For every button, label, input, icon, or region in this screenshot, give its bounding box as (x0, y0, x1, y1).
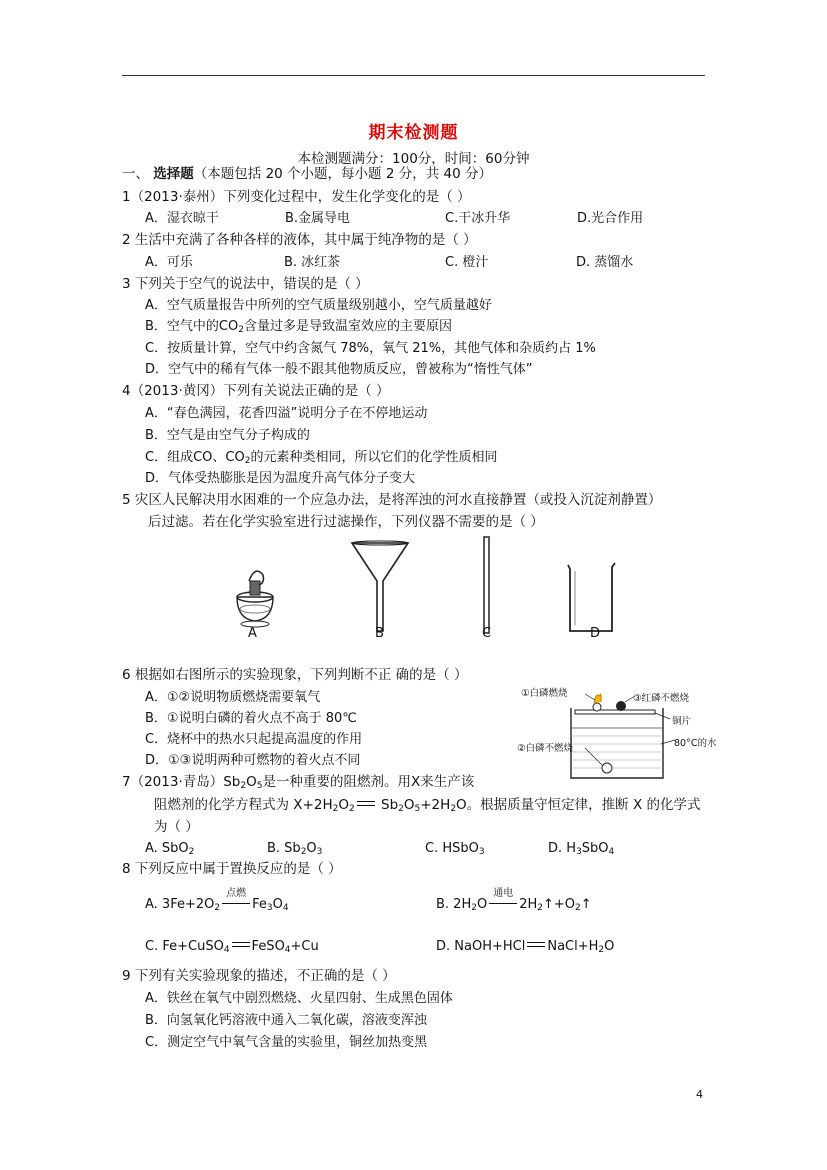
q5-stem-line2: 后过滤。若在化学实验室进行过滤操作，下列仪器不需要的是（ ） (148, 514, 544, 530)
q1-option-b: B.金属导电 (285, 211, 351, 226)
q2-option-a: A．可乐 (145, 255, 193, 270)
beaker-icon (571, 708, 663, 778)
q3-option-d: D．空气中的稀有气体一般不跟其他物质反应，曾被称为“惰性气体” (145, 362, 533, 377)
q6-option-b: B．①说明白磷的着火点不高于 80℃ (145, 711, 357, 726)
q8-option-c: C. Fe+CuSO$_4$ FeSO$_4$+Cu (145, 939, 319, 955)
q2-option-d: D. 蒸馏水 (576, 255, 634, 270)
q9-stem: 9 下列有关实验现象的描述，不正确的是（ ） (122, 968, 396, 984)
q6-option-a: A．①②说明物质燃烧需要氧气 (145, 690, 321, 705)
figure-label-water: 80°C的水 (674, 738, 717, 749)
q6-option-d: D．①③说明两种可燃物的着火点不同 (145, 753, 361, 768)
q3-option-c: C．按质量计算，空气中约含氮气 78%，氧气 21%，其他气体和杂质约占 1% (145, 341, 596, 356)
copper-plate-icon (575, 710, 655, 714)
q5-label-c: C (482, 626, 492, 641)
q4-stem: 4（2013·黄冈）下列有关说法正确的是（ ） (122, 383, 390, 399)
q7-stem-line1: 7（2013·青岛）$Sb_2O_5$是一种重要的阻燃剂。用X来生产该 (122, 774, 475, 791)
figure-label-plate: 铜片 (672, 716, 692, 727)
q1-option-a: A．湿衣晾干 (145, 211, 219, 226)
q7-stem-line2: 阻燃剂的化学方程式为 $X+2H_2O_2$ $Sb_2O_5+2H_2O$。根据质量守恒定律，推断 X 的化学式 (154, 797, 701, 814)
header-rule (122, 75, 705, 76)
q9-option-a: A．铁丝在氧气中剧烈燃烧、火星四射、生成黑色固体 (145, 991, 453, 1006)
figure-label-2: ②白磷不燃烧 (517, 743, 574, 754)
q7-stem-line3: 为（ ） (154, 819, 199, 835)
q2-option-b: B. 冰红茶 (284, 255, 341, 270)
q7-option-c: C. HSbO$_3$ (425, 841, 485, 857)
q4-option-a: A．“春色满园，花香四溢”说明分子在不停地运动 (145, 406, 428, 421)
q7-option-a: A. SbO$_2$ (145, 841, 195, 857)
q1-option-c: C.干冰升华 (445, 211, 511, 226)
q7-option-b: B. $Sb_2O_3$ (267, 841, 323, 857)
q1-option-d: D.光合作用 (577, 211, 644, 226)
q5-label-a: A (248, 626, 257, 641)
figure-label-1: ①白磷燃烧 (521, 688, 568, 699)
q8-option-d: D. NaOH+HCl $NaCl+H_2O$ (436, 939, 615, 955)
beaker-icon (568, 563, 615, 631)
red-phosphorus-icon (616, 701, 626, 711)
q3-option-a: A．空气质量报告中所列的空气质量级别越小，空气质量越好 (145, 298, 492, 313)
flame-icon (594, 694, 601, 703)
page-title: 期末检测题 (368, 123, 459, 143)
figure-label-3: ③红磷不燃烧 (633, 693, 690, 704)
q2-option-c: C. 橙汁 (445, 255, 489, 270)
q7-option-d: D. $H_3SbO_4$ (548, 841, 615, 857)
q4-option-c: C．组成CO、$CO_2$的元素种类相同，所以它们的化学性质相同 (145, 450, 498, 466)
q5-label-b: B (375, 626, 384, 641)
page-number: 4 (696, 1088, 703, 1101)
q6-stem: 6 根据如右图所示的实验现象，下列判断不正 确的是（ ） (122, 667, 468, 683)
glass-rod-icon (484, 537, 489, 633)
page-subtitle: 本检测题满分：100分，时间：60分钟 (297, 151, 530, 167)
white-phosphorus-icon (593, 703, 601, 711)
q8-option-b: B. $2H_2O$ 通电 $2H_2↑+O_2↑$ (436, 888, 592, 913)
q9-option-b: B．向氢氧化钙溶液中通入二氧化碳，溶液变浑浊 (145, 1013, 427, 1028)
q1-stem: 1（2013·泰州）下列变化过程中，发生化学变化的是（ ） (122, 189, 471, 205)
q5-stem-line1: 5 灾区人民解决用水困难的一个应急办法，是将浑浊的河水直接静置（或投入沉淀剂静置） (122, 492, 662, 508)
section-heading: 一、 选择题（本题包括 20 个小题，每小题 2 分，共 40 分） (122, 166, 492, 182)
funnel-icon (352, 541, 408, 631)
q2-stem: 2 生活中充满了各种各样的液体，其中属于纯净物的是（ ） (122, 232, 477, 248)
q8-option-a: A. $3Fe+2O_2$ 点燃 $Fe_3O_4$ (145, 888, 289, 913)
q8-stem: 8 下列反应中属于置换反应的是（ ） (122, 861, 342, 877)
q3-stem: 3 下列关于空气的说法中，错误的是（ ） (122, 276, 369, 292)
alcohol-lamp-icon (237, 571, 273, 627)
q5-label-d: D (590, 626, 601, 641)
q4-option-b: B．空气是由空气分子构成的 (145, 428, 310, 443)
q5-apparatus-figure (225, 535, 625, 643)
equals-sign-icon (357, 801, 375, 806)
q4-option-d: D．气体受热膨胀是因为温度升高气体分子变大 (145, 471, 416, 486)
q3-option-b: B．空气中的$CO_2$含量过多是导致温室效应的主要原因 (145, 319, 452, 335)
q9-option-c: C．测定空气中氧气含量的实验里，铜丝加热变黑 (145, 1035, 428, 1050)
q6-option-c: C．烧杯中的热水只起提高温度的作用 (145, 732, 363, 747)
